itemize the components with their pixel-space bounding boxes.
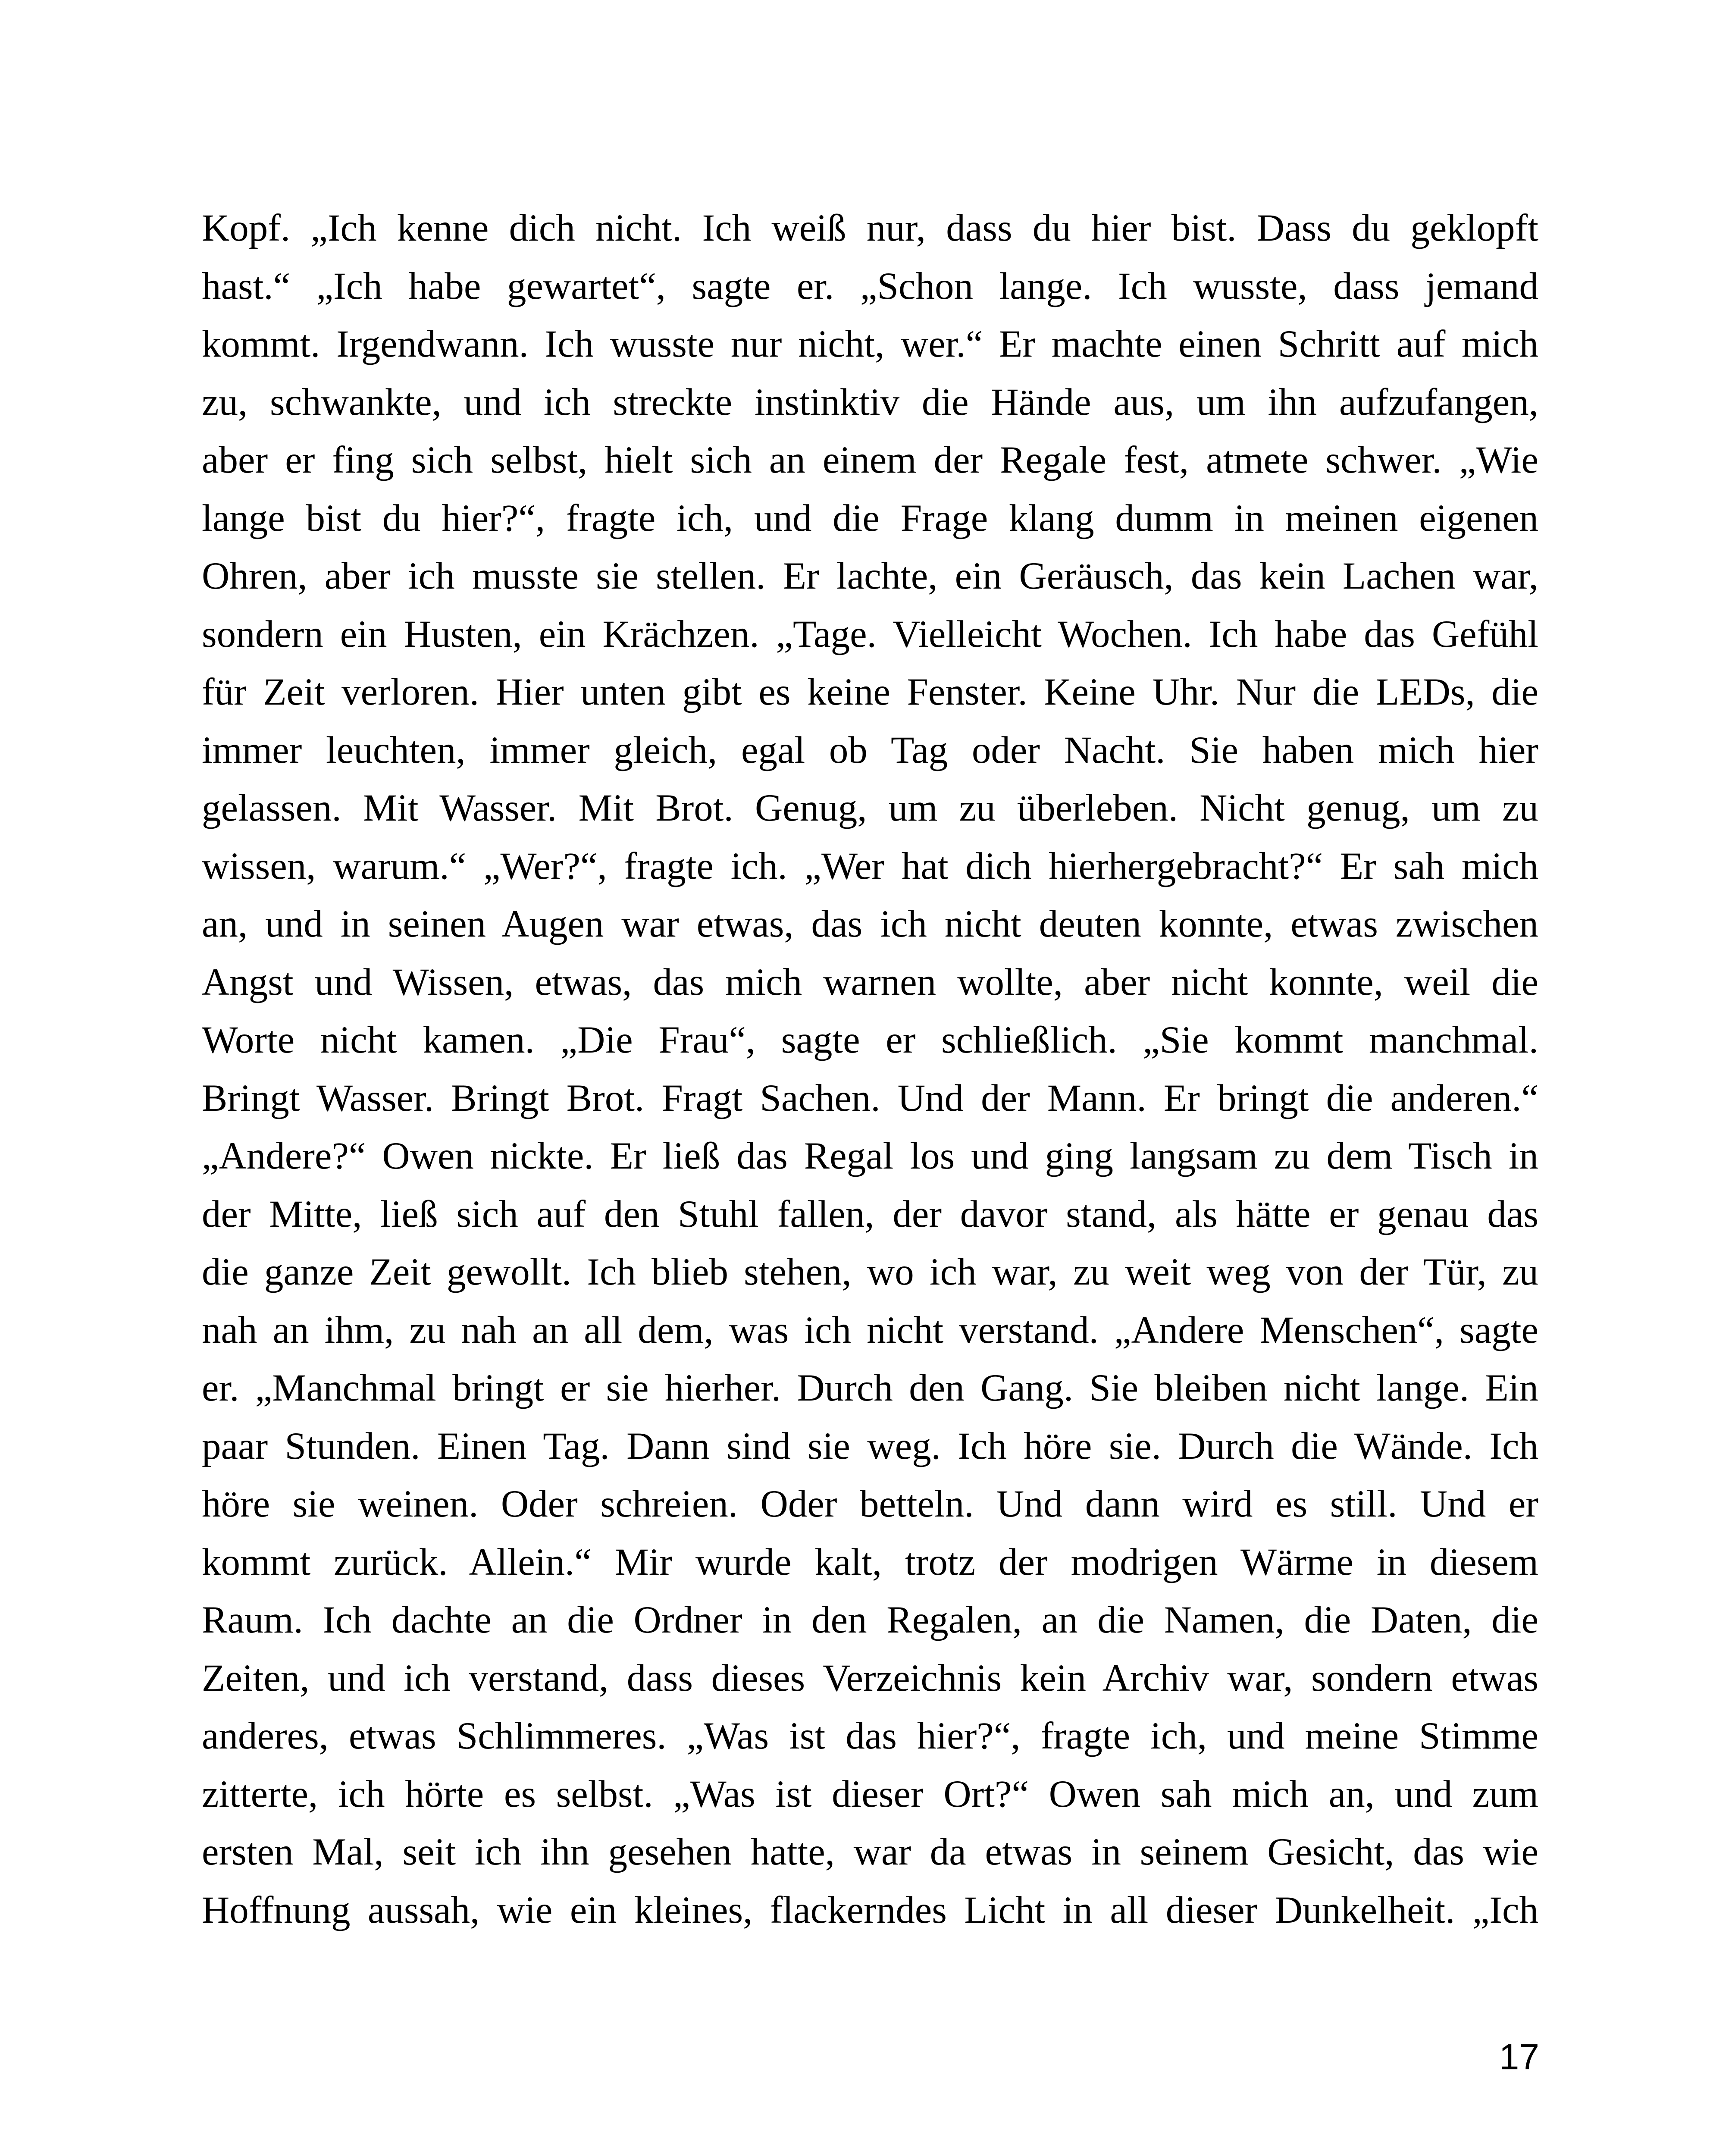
page-number: 17 <box>1499 2037 1539 2077</box>
text-line: zitterte, ich hörte es selbst. „Was ist dieser Ort?“ Owen sah mich an, und zum <box>202 1773 1538 1815</box>
text-line: der Mitte, ließ sich auf den Stuhl fallen, der davor stand, als hätte er genau das <box>202 1193 1538 1235</box>
text-line: Ohren, aber ich musste sie stellen. Er lachte, ein Geräusch, das kein Lachen war, <box>202 555 1538 597</box>
text-line: Zeiten, und ich verstand, dass dieses Verzeichnis kein Archiv war, sondern etwas <box>202 1657 1538 1699</box>
text-line: Hoffnung aussah, wie ein kleines, flackerndes Licht in all dieser Dunkelheit. „Ich <box>202 1889 1538 1931</box>
text-line: lange bist du hier?“, fragte ich, und die Frage klang dumm in meinen eigenen <box>202 497 1538 539</box>
text-line: die ganze Zeit gewollt. Ich blieb stehen, wo ich war, zu weit weg von der Tür, zu <box>202 1251 1538 1293</box>
text-line: gelassen. Mit Wasser. Mit Brot. Genug, um zu überleben. Nicht genug, um zu <box>202 787 1538 829</box>
text-line: kommt zurück. Allein.“ Mir wurde kalt, trotz der modrigen Wärme in diesem <box>202 1541 1538 1583</box>
text-line: für Zeit verloren. Hier unten gibt es keine Fenster. Keine Uhr. Nur die LEDs, die <box>202 671 1538 713</box>
text-line: Raum. Ich dachte an die Ordner in den Regalen, an die Namen, die Daten, die <box>202 1599 1538 1641</box>
text-line: immer leuchten, immer gleich, egal ob Tag oder Nacht. Sie haben mich hier <box>202 729 1538 771</box>
text-line: er. „Manchmal bringt er sie hierher. Durch den Gang. Sie bleiben nicht lange. Ein <box>202 1367 1538 1409</box>
text-line: aber er fing sich selbst, hielt sich an einem der Regale fest, atmete schwer. „Wie <box>202 439 1538 481</box>
text-line: kommt. Irgendwann. Ich wusste nur nicht, wer.“ Er machte einen Schritt auf mich <box>202 323 1538 365</box>
text-line: hast.“ „Ich habe gewartet“, sagte er. „Schon lange. Ich wusste, dass jemand <box>202 265 1538 307</box>
text-line: ersten Mal, seit ich ihn gesehen hatte, war da etwas in seinem Gesicht, das wie <box>202 1831 1538 1873</box>
text-line: an, und in seinen Augen war etwas, das ich nicht deuten konnte, etwas zwischen <box>202 903 1538 945</box>
text-line: höre sie weinen. Oder schreien. Oder betteln. Und dann wird es still. Und er <box>202 1483 1538 1525</box>
text-line: anderes, etwas Schlimmeres. „Was ist das hier?“, fragte ich, und meine Stimme <box>202 1715 1538 1757</box>
text-line: zu, schwankte, und ich streckte instinktiv die Hände aus, um ihn aufzufangen, <box>202 381 1538 423</box>
text-line: „Andere?“ Owen nickte. Er ließ das Regal los und ging langsam zu dem Tisch in <box>202 1135 1538 1177</box>
text-line: Bringt Wasser. Bringt Brot. Fragt Sachen. Und der Mann. Er bringt die anderen.“ <box>202 1077 1538 1119</box>
text-line: Angst und Wissen, etwas, das mich warnen wollte, aber nicht konnte, weil die <box>202 961 1538 1003</box>
body-text <box>202 199 1538 1939</box>
text-line: nah an ihm, zu nah an all dem, was ich nicht verstand. „Andere Menschen“, sagte <box>202 1309 1538 1351</box>
text-line: wissen, warum.“ „Wer?“, fragte ich. „Wer hat dich hierhergebracht?“ Er sah mich <box>202 845 1538 887</box>
text-line: sondern ein Husten, ein Krächzen. „Tage. Vielleicht Wochen. Ich habe das Gefühl <box>202 613 1538 655</box>
text-line: paar Stunden. Einen Tag. Dann sind sie weg. Ich höre sie. Durch die Wände. Ich <box>202 1425 1538 1467</box>
text-line: Kopf. „Ich kenne dich nicht. Ich weiß nur, dass du hier bist. Dass du geklopft <box>202 207 1538 249</box>
text-line: Worte nicht kamen. „Die Frau“, sagte er schließlich. „Sie kommt manchmal. <box>202 1019 1538 1061</box>
